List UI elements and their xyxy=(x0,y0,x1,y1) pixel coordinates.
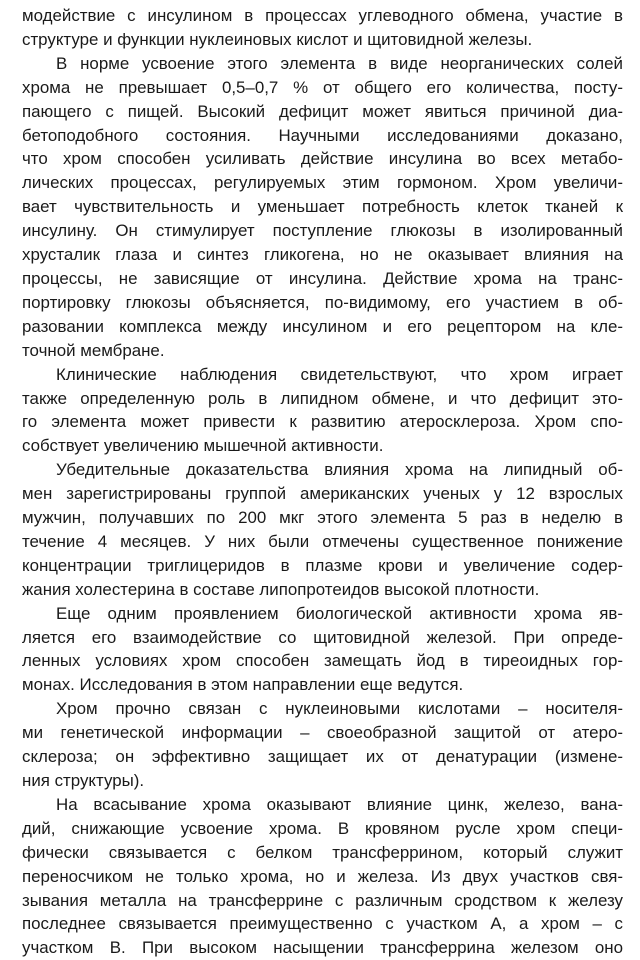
text-line: Клинические наблюдения свидетельствуют, что хром играет xyxy=(56,364,623,384)
text-line: хрусталик глаза и синтез гликогена, но не оказывает влияния на xyxy=(22,245,623,265)
text-line: структуре и функции нуклеиновых кислот и щитовидной железы. xyxy=(22,29,533,49)
paragraph xyxy=(22,602,623,698)
text-line: ми генетической информации – своеобразной защитой от атеро- xyxy=(22,723,623,743)
text-line: Убедительные доказательства влияния хрома на липидный об- xyxy=(56,460,623,480)
text-line: разовании комплекса между инсулином и его рецептором на кле- xyxy=(22,316,623,336)
text-line: В норме усвоение этого элемента в виде неорганических солей xyxy=(56,53,623,73)
text-line: участком В. При высоком насыщении трансферрина железом оно xyxy=(22,938,623,958)
text-line: ляется его взаимодействие со щитовидной железой. При опреде- xyxy=(22,627,623,647)
text-line: последнее связывается преимущественно с участком А, а хром – с xyxy=(22,914,623,934)
text-line: вает чувствительность и уменьшает потребность клеток тканей к xyxy=(22,197,623,217)
text-line: мужчин, получавших по 200 мкг этого элемента 5 раз в неделю в xyxy=(22,508,623,528)
text-line: дий, снижающие усвоение хрома. В кровяном русле хром специ- xyxy=(22,818,623,838)
text-line: Еще одним проявлением биологической активности хрома яв- xyxy=(56,603,623,623)
text-line: также определенную роль в липидном обмене, и что дефицит это- xyxy=(22,388,623,408)
text-line: жания холестерина в составе липопротеидов высокой плотности. xyxy=(22,579,540,599)
text-line: собствует увеличению мышечной активности. xyxy=(22,436,384,456)
text-line: ния структуры). xyxy=(22,771,145,790)
text-line: переносчиком не только хрома, но и железа. Из двух участков свя- xyxy=(22,866,623,886)
text-line: ленных условиях хром способен замещать йод в тиреоидных гор- xyxy=(22,651,623,671)
text-line: что хром способен усиливать действие инсулина во всех метабо- xyxy=(22,149,623,169)
text-line: монах. Исследования в этом направлении еще ведутся. xyxy=(22,675,464,695)
text-line: концентрации триглицеридов в плазме крови и увеличение содер- xyxy=(22,555,623,575)
text-line: процессы, не зависящие от инсулина. Действие хрома на транс- xyxy=(22,268,623,288)
text-line: На всасывание хрома оказывают влияние цинк, железо, вана- xyxy=(56,794,623,814)
paragraph xyxy=(22,52,623,363)
document-page xyxy=(22,4,623,960)
paragraph xyxy=(22,458,623,601)
paragraph xyxy=(22,363,623,459)
text-line: зывания металла на трансферрине с различным сродством к железу xyxy=(22,890,623,910)
paragraph xyxy=(22,4,623,52)
text-line: пающего с пищей. Высокий дефицит может явиться причиной диа- xyxy=(22,101,623,121)
text-line: модействие с инсулином в процессах углеводного обмена, участие в xyxy=(22,6,623,25)
text-line: лических процессах, регулируемых этим гормоном. Хром увеличи- xyxy=(22,173,623,193)
text-line: хрома не превышает 0,5–0,7 % от общего его количества, посту- xyxy=(22,77,623,97)
text-line: точной мембране. xyxy=(22,340,165,360)
text-line: инсулину. Он стимулирует поступление глюкозы в изолированный xyxy=(22,221,623,241)
text-line: фически связывается с белком трансферрином, который служит xyxy=(22,842,623,862)
text-line: Хром прочно связан с нуклеиновыми кислотами – носителя- xyxy=(56,699,623,719)
paragraph xyxy=(22,697,623,793)
text-line: портировку глюкозы объясняется, по-видимому, его участием в об- xyxy=(22,292,623,312)
text-line: бетоподобного состояния. Научными исследованиями доказано, xyxy=(22,125,623,145)
text-line: течение 4 месяцев. У них были отмечены существенное понижение xyxy=(22,531,623,551)
text-line: го элемента может привести к развитию атеросклероза. Хром спо- xyxy=(22,412,623,432)
paragraph xyxy=(22,793,623,960)
text-line: мен зарегистрированы группой американских ученых у 12 взрослых xyxy=(22,484,623,504)
text-line: склероза; он эффективно защищает их от денатурации (измене- xyxy=(22,747,623,767)
